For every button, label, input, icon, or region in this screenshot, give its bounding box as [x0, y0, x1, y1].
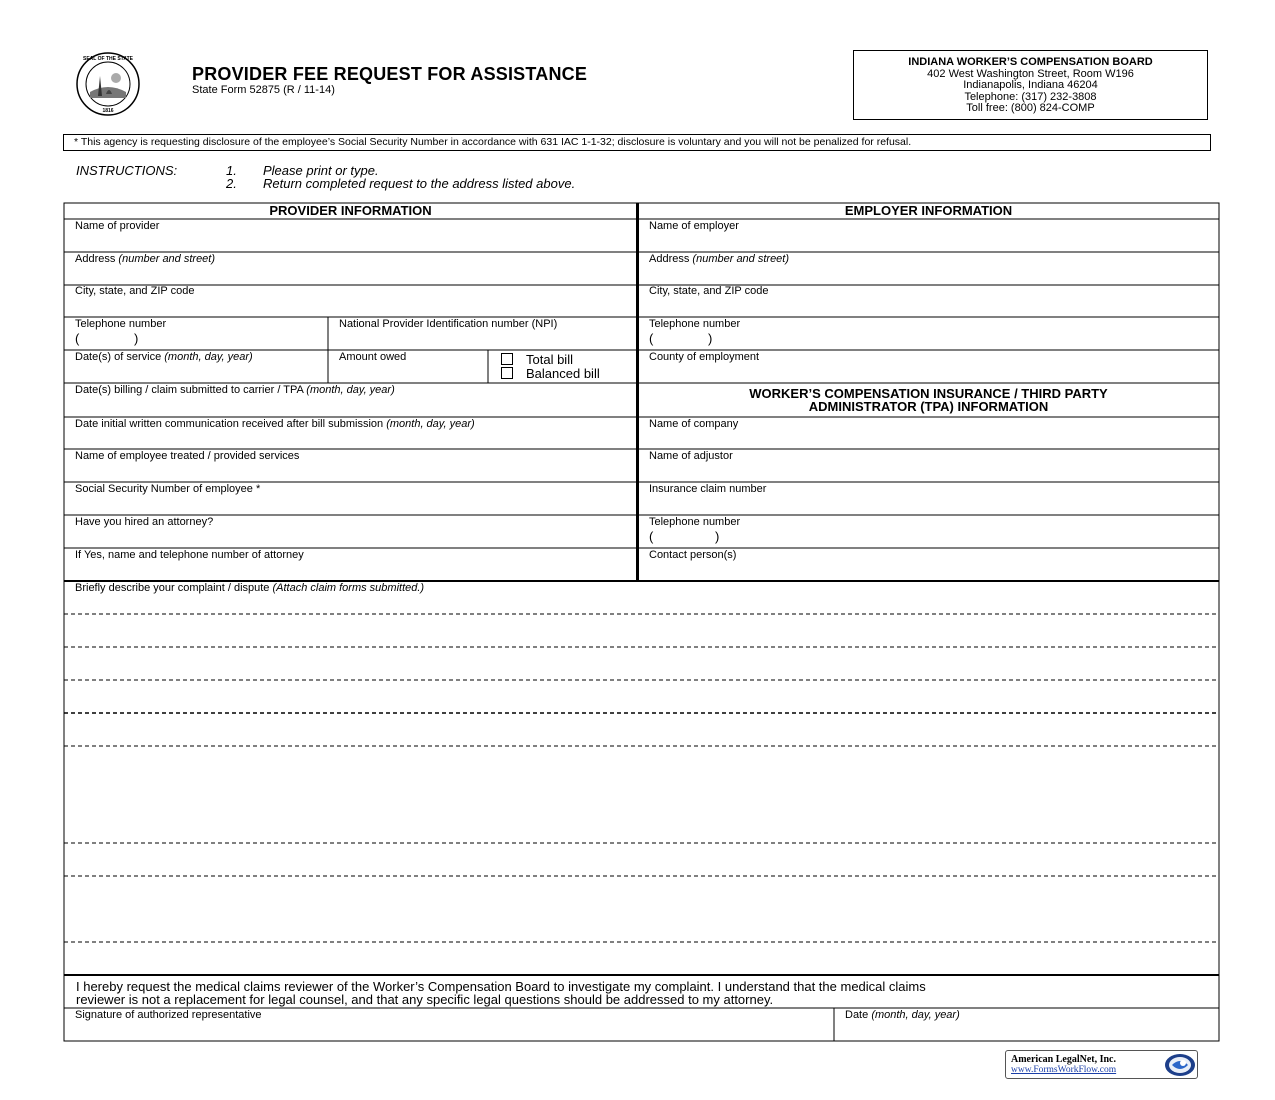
insurance-telephone-field[interactable]: Telephone number — [649, 516, 741, 528]
provider-telephone-field[interactable]: Telephone number — [75, 318, 167, 330]
provider-phone-paren-open: ( — [75, 331, 80, 346]
amount-owed-field[interactable]: Amount owed — [339, 351, 407, 363]
initial-communication-label: Date initial written communication received after bill submission — [75, 418, 384, 430]
instruction-1-num: 1. — [226, 163, 237, 178]
employer-phone-paren-close: ) — [708, 331, 713, 346]
attorney-info-field[interactable]: If Yes, name and telephone number of attorney — [75, 549, 304, 561]
legalnet-name: American LegalNet, Inc. — [1011, 1054, 1116, 1065]
initial-communication-hint: (month, day, year) — [386, 418, 475, 430]
ssn-disclosure-notice: * This agency is requesting disclosure of the employee’s Social Security Number in accordance with 631 IAC 1-1-32; disclosure is voluntary and you will not be penalized for refusal. — [63, 134, 1211, 151]
signature-date-label: Date — [845, 1009, 869, 1021]
board-telephone: Telephone: (317) 232-3808 — [964, 90, 1097, 103]
complaint-textarea[interactable] — [65, 597, 1218, 974]
balanced-bill-label: Balanced bill — [526, 366, 600, 381]
insurance-info-header — [638, 387, 1219, 413]
board-street: 402 West Washington Street, Room W196 — [927, 67, 1134, 80]
provider-city-field[interactable]: City, state, and ZIP code — [75, 285, 195, 297]
employee-name-field[interactable]: Name of employee treated / provided services — [75, 450, 300, 462]
complaint-label — [75, 582, 424, 594]
provider-address-label: Address — [75, 253, 116, 265]
instruction-2-num: 2. — [226, 176, 237, 191]
county-employment-field[interactable]: County of employment — [649, 351, 760, 363]
svg-text:SEAL OF THE STATE: SEAL OF THE STATE — [82, 56, 134, 62]
signature-date-hint: (month, day, year) — [871, 1009, 960, 1021]
employee-ssn-field[interactable]: Social Security Number of employee * — [75, 483, 261, 495]
employer-address-hint: (number and street) — [692, 253, 790, 265]
balanced-bill-checkbox[interactable] — [501, 367, 513, 379]
employer-phone-paren-open: ( — [649, 331, 654, 346]
signature-field[interactable]: Signature of authorized representative — [75, 1009, 262, 1021]
legalnet-url-link[interactable]: www.FormsWorkFlow.com — [1011, 1065, 1117, 1075]
dates-of-service-label: Date(s) of service — [75, 351, 162, 363]
globe-icon — [1163, 1052, 1197, 1078]
total-bill-checkbox[interactable] — [501, 353, 513, 365]
state-form-number: State Form 52875 (R / 11-14) — [192, 84, 335, 96]
employer-name-field[interactable]: Name of employer — [649, 220, 739, 232]
instruction-1-text: Please print or type. — [263, 163, 379, 178]
provider-info-header: PROVIDER INFORMATION — [269, 203, 432, 218]
board-city: Indianapolis, Indiana 46204 — [963, 79, 1098, 91]
complaint-label-text: Briefly describe your complaint / dispute — [75, 582, 270, 594]
statement-line1: I hereby request the medical claims reviewer of the Worker’s Compensation Board to investigate my complaint. I understand that the medical claims — [76, 979, 926, 994]
employer-address-label: Address — [649, 253, 690, 265]
statement-line2: reviewer is not a replacement for legal counsel, and that any specific legal questions should be addressed to my attorney. — [76, 992, 774, 1007]
adjustor-name-field[interactable]: Name of adjustor — [649, 450, 733, 462]
total-bill-label: Total bill — [526, 352, 573, 367]
employer-city-field[interactable]: City, state, and ZIP code — [649, 285, 769, 297]
employer-info-header: EMPLOYER INFORMATION — [844, 203, 1013, 218]
insurance-phone-paren-open: ( — [649, 529, 654, 544]
provider-phone-paren-close: ) — [134, 331, 139, 346]
hired-attorney-field[interactable]: Have you hired an attorney? — [75, 516, 214, 528]
claim-number-field[interactable]: Insurance claim number — [649, 483, 767, 495]
contact-person-field[interactable]: Contact person(s) — [649, 549, 737, 561]
instruction-2-text: Return completed request to the address listed above. — [263, 176, 576, 191]
insurance-header-line2: ADMINISTRATOR (TPA) INFORMATION — [808, 399, 1049, 414]
insurance-phone-paren-close: ) — [715, 529, 720, 544]
board-tollfree: Toll free: (800) 824-COMP — [966, 102, 1095, 114]
dates-of-service-hint: (month, day, year) — [164, 351, 253, 363]
board-name: INDIANA WORKER’S COMPENSATION BOARD — [908, 56, 1153, 68]
provider-npi-field[interactable]: National Provider Identification number (NPI) — [339, 318, 558, 330]
billing-date-label: Date(s) billing / claim submitted to carrier / TPA — [75, 384, 304, 396]
complaint-hint: (Attach claim forms submitted.) — [272, 582, 425, 594]
dates-of-service-field[interactable] — [75, 351, 253, 363]
initial-communication-field[interactable] — [75, 418, 475, 430]
form-title: PROVIDER FEE REQUEST FOR ASSISTANCE — [192, 64, 588, 84]
insurance-header-line1: WORKER’S COMPENSATION INSURANCE / THIRD PARTY — [749, 386, 1108, 401]
provider-name-field[interactable]: Name of provider — [75, 220, 160, 232]
insurance-company-field[interactable]: Name of company — [649, 418, 739, 430]
signature-date-field[interactable] — [845, 1009, 960, 1021]
billing-date-hint: (month, day, year) — [306, 384, 395, 396]
provider-address-field[interactable] — [75, 253, 215, 265]
request-statement — [76, 980, 926, 1006]
svg-text:1816: 1816 — [102, 108, 114, 114]
employer-telephone-field[interactable]: Telephone number — [649, 318, 741, 330]
employer-address-field[interactable] — [649, 253, 789, 265]
provider-address-hint: (number and street) — [118, 253, 216, 265]
billing-date-field[interactable] — [75, 384, 395, 396]
instructions-label: INSTRUCTIONS: — [76, 163, 178, 178]
